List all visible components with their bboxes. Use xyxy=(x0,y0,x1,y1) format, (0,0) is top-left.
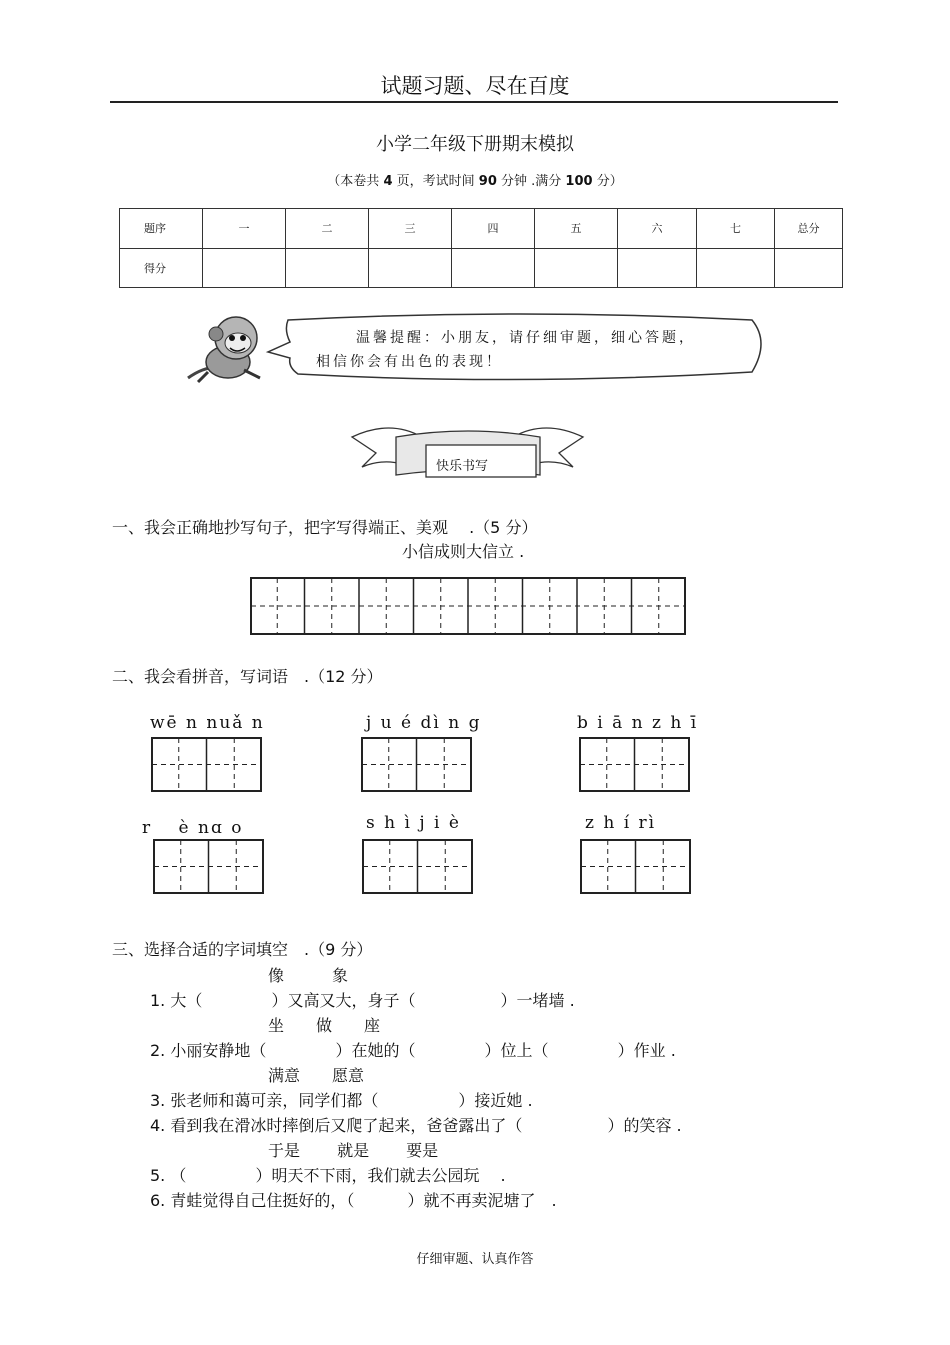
section-banner-label: 快乐书写 xyxy=(436,459,489,474)
q3-question[interactable]: 6. 青蛙觉得自己住挺好的，（ ）就不再卖泥塘了 . xyxy=(150,1191,557,1210)
score-cell[interactable] xyxy=(203,248,286,288)
info-minutes: 90 xyxy=(478,174,497,189)
score-cell[interactable] xyxy=(535,248,618,288)
q2-answer-grid[interactable] xyxy=(580,839,691,894)
q2-answer-grid[interactable] xyxy=(361,737,472,792)
score-table xyxy=(119,208,843,288)
q2-pinyin: z h í rì xyxy=(585,813,657,833)
q2-pinyin: b i ā n z h ī xyxy=(577,713,699,733)
info-suffix: 分） xyxy=(596,174,623,189)
score-cell[interactable] xyxy=(697,248,775,288)
q3-choices: 于是 就是 要是 xyxy=(268,1141,439,1160)
info-score: 100 xyxy=(565,174,593,189)
q2-answer-grid[interactable] xyxy=(362,839,473,894)
doc-info xyxy=(0,170,950,189)
q2-answer-grid[interactable] xyxy=(153,839,264,894)
score-header-cell: 二 xyxy=(286,209,369,249)
info-pages: 4 xyxy=(383,174,393,189)
q3-question[interactable]: 5. （ ）明天不下雨，我们就去公园玩 . xyxy=(150,1166,506,1185)
q3-question[interactable]: 1. 大（ ）又高又大，身子（ ）一堵墙 . xyxy=(150,991,575,1010)
info-prefix: （本卷共 xyxy=(327,174,380,189)
score-header-cell: 六 xyxy=(618,209,697,249)
q1-heading: 一、我会正确地抄写句子，把字写得端正、美观 .（5 分） xyxy=(112,518,538,537)
info-text-2: 页，考试时间 xyxy=(396,174,475,189)
q3-question[interactable]: 4. 看到我在滑冰时摔倒后又爬了起来，爸爸露出了（ ）的笑容 . xyxy=(150,1116,682,1135)
q3-question[interactable]: 3. 张老师和蔼可亲，同学们都（ ）接近她 . xyxy=(150,1091,533,1110)
q2-pinyin: wē n nuǎ n xyxy=(150,713,265,733)
q1-writing-grid[interactable] xyxy=(250,577,686,635)
q3-question[interactable]: 2. 小丽安静地（ ）在她的（ ）位上（ ）作业 . xyxy=(150,1041,676,1060)
q3-choices: 坐 做 座 xyxy=(268,1016,381,1035)
q3-choices: 满意 愿意 xyxy=(268,1066,365,1085)
header-divider xyxy=(110,101,838,103)
score-table-score-row xyxy=(120,248,843,288)
score-header-cell: 四 xyxy=(452,209,535,249)
score-row-label: 得分 xyxy=(120,248,203,288)
score-cell[interactable] xyxy=(286,248,369,288)
info-text-3: 分钟 .满分 xyxy=(501,174,562,189)
reminder-line-2: 相信你会有出色的表现！ xyxy=(316,354,503,370)
score-header-cell: 三 xyxy=(369,209,452,249)
score-cell[interactable] xyxy=(369,248,452,288)
doc-title: 小学二年级下册期末模拟 xyxy=(376,134,574,155)
score-header-cell: 五 xyxy=(535,209,618,249)
q3-heading: 三、选择合适的字词填空 .（9 分） xyxy=(112,940,373,959)
score-header-cell: 题序 xyxy=(120,209,203,249)
score-table-header-row xyxy=(120,209,843,249)
score-header-cell: 七 xyxy=(697,209,775,249)
q2-pinyin: j u é dì n g xyxy=(366,713,482,733)
q1-sentence: 小信成则大信立 . xyxy=(402,542,525,561)
footer-text: 仔细审题、认真作答 xyxy=(416,1252,534,1267)
reminder-line-1: 温馨提醒：小朋友，请仔细审题，细心答题， xyxy=(356,330,696,346)
header-title: 试题习题、尽在百度 xyxy=(380,74,570,98)
score-cell[interactable] xyxy=(618,248,697,288)
q2-pinyin: r è nɑ o xyxy=(142,818,244,838)
q3-choices: 像 象 xyxy=(268,966,349,985)
ribbon-banner-icon xyxy=(350,415,585,485)
score-cell[interactable] xyxy=(775,248,843,288)
reminder-text xyxy=(316,326,776,374)
monkey-mascot-icon xyxy=(188,317,260,382)
score-header-cell: 一 xyxy=(203,209,286,249)
q2-answer-grid[interactable] xyxy=(151,737,262,792)
q2-heading: 二、我会看拼音，写词语 .（12 分） xyxy=(112,667,383,686)
score-header-cell: 总分 xyxy=(775,209,843,249)
q2-answer-grid[interactable] xyxy=(579,737,690,792)
q2-pinyin: s h ì j i è xyxy=(366,813,461,833)
score-cell[interactable] xyxy=(452,248,535,288)
